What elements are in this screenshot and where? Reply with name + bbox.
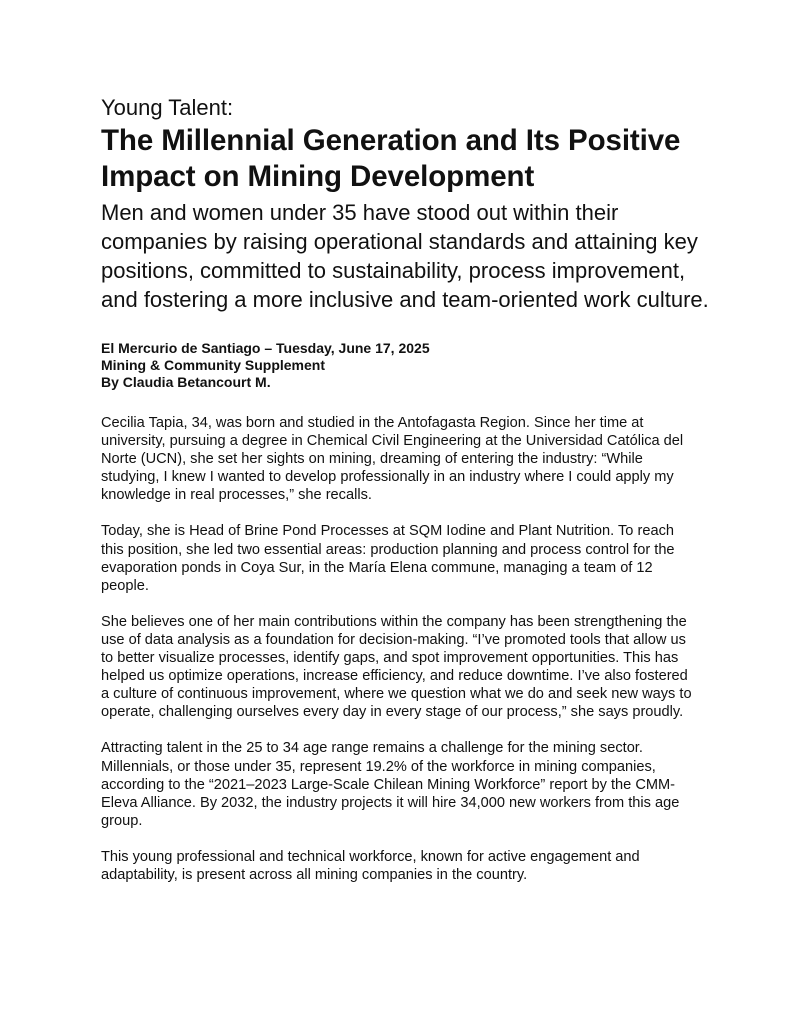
paragraph: Cecilia Tapia, 34, was born and studied in the Antofagasta Region. Since her time at university, pursuing a degree in Chemical Civil Engineering at the Universidad Católica del Norte (UCN), she set her sights on mining, dreaming of entering the industry: “While studying, I knew I wanted to develop professionally in an industry where I could apply my knowledge in real processes,” she recalls. [101,415,684,504]
author-line: By Claudia Betancourt M. [101,374,271,390]
paragraph: Today, she is Head of Brine Pond Processes at SQM Iodine and Plant Nutrition. To reach this position, she led two essential areas: production planning and process control for the evaporation ponds in Coya Sur, in the María Elena commune, managing a team of 12 people. [101,523,675,594]
article-headline: The Millennial Generation and Its Positive Impact on Mining Development [101,124,681,193]
publication-line: El Mercurio de Santiago – Tuesday, June 17, 2025 [101,340,430,356]
byline [101,340,721,391]
paragraph: Attracting talent in the 25 to 34 age range remains a challenge for the mining sector. Millennials, or those under 35, represent 19.2% of the workforce in mining companies, according to the “2021–2023 Large-Scale Chilean Mining Workforce” report by the CMM-Eleva Alliance. By 2032, the industry projects it will hire 34,000 new workers from this age group. [101,740,680,829]
article-page [101,94,721,902]
section-line: Mining & Community Supplement [101,357,325,373]
article-deck: Men and women under 35 have stood out within their companies by raising operational standards and attaining key positions, committed to sustainability, process improvement, and fostering a more inclusive and team-oriented work culture. [101,200,709,312]
paragraph: She believes one of her main contributions within the company has been strengthening the use of data analysis as a foundation for decision-making. “I’ve promoted tools that allow us to better visualize processes, identify gaps, and spot improvement opportunities. This has helped us optimize operations, increase efficiency, and reduce downtime. I’ve also fostered a culture of continuous improvement, where we question what we do and seek new ways to operate, challenging ourselves every day in every stage of our process,” she says proudly. [101,613,692,721]
article-body [101,414,697,884]
article-kicker: Young Talent: [101,95,234,120]
paragraph: This young professional and technical workforce, known for active engagement and adaptability, is present across all mining companies in the country. [101,848,640,883]
